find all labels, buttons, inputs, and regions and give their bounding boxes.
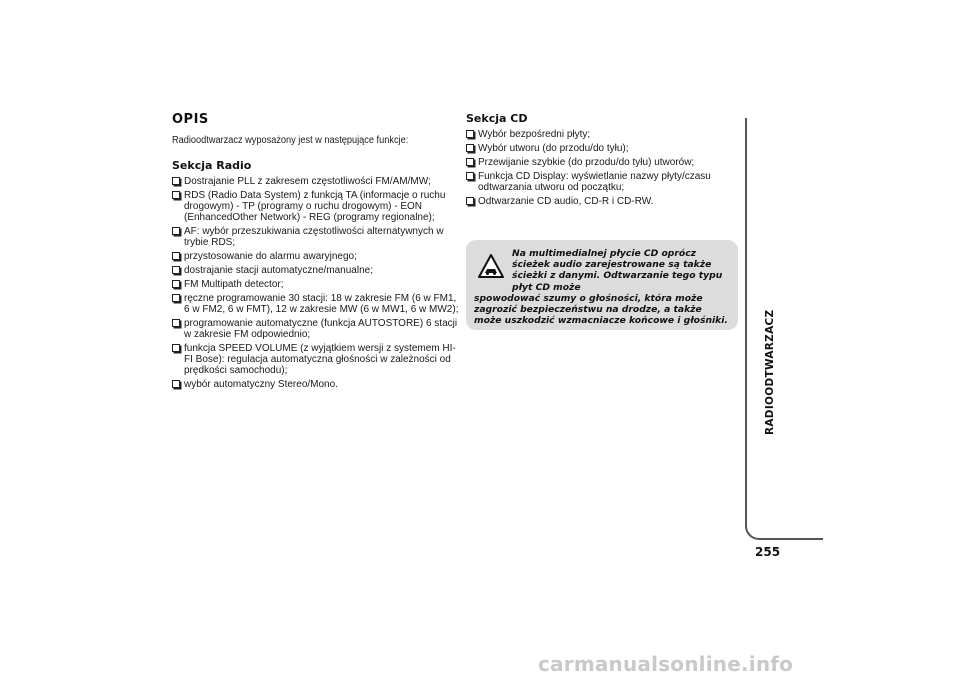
list-item-text: Funkcja CD Display: wyświetlanie nazwy płyty/czasu odtwarzania utworu od początku; — [478, 171, 711, 193]
left-column — [172, 112, 462, 393]
list-item — [172, 318, 462, 340]
list-item — [466, 129, 742, 140]
checkbox-bullet-icon — [172, 252, 180, 260]
list-item-text: programowanie automatyczne (funkcja AUTOSTORE) 6 stacji w zakresie FM odpowiednio; — [184, 318, 458, 340]
list-item — [466, 171, 742, 193]
intro-text: Radioodtwarzacz wyposażony jest w następujące funkcje: — [172, 135, 409, 146]
warning-box — [466, 240, 738, 330]
list-item-text: przystosowanie do alarmu awaryjnego; — [184, 251, 357, 262]
cd-section-title: Sekcja CD — [466, 112, 528, 125]
checkbox-bullet-icon — [172, 227, 180, 235]
warning-text-rest: spowodować szumy o głośności, która może zagrozić bezpieczeństwu na drodze, a także może uszkodzić wzmacniacze końcowe i głośniki. — [474, 292, 728, 327]
checkbox-bullet-icon — [172, 280, 180, 288]
list-item-text: ręczne programowanie 30 stacji: 18 w zakresie FM (6 w FM1, 6 w FM2, 6 w FMT), 12 w zakresie MW (6 w MW1, 6 w MW2); — [184, 293, 459, 315]
checkbox-bullet-icon — [172, 319, 180, 327]
checkbox-bullet-icon — [172, 380, 180, 388]
watermark: carmanualsonline.info — [538, 652, 794, 676]
checkbox-bullet-icon — [172, 344, 180, 352]
radio-section-title: Sekcja Radio — [172, 159, 252, 172]
list-item-text: Przewijanie szybkie (do przodu/do tyłu) utworów; — [478, 157, 695, 168]
list-item-text: Wybór bezpośredni płyty; — [478, 129, 591, 140]
list-item — [172, 293, 462, 315]
list-item-text: wybór automatyczny Stereo/Mono. — [184, 379, 338, 390]
checkbox-bullet-icon — [172, 266, 180, 274]
list-item — [466, 196, 742, 207]
list-item-text: Dostrajanie PLL z zakresem częstotliwości FM/AM/MW; — [184, 176, 431, 187]
checkbox-bullet-icon — [466, 130, 474, 138]
chapter-label: RADIOODTWARZACZ — [764, 309, 776, 435]
list-item — [466, 143, 742, 154]
checkbox-bullet-icon — [466, 197, 474, 205]
checkbox-bullet-icon — [172, 191, 180, 199]
list-item-text: FM Multipath detector; — [184, 279, 284, 290]
list-item — [172, 379, 462, 390]
list-item-text: funkcja SPEED VOLUME (z wyjątkiem wersji z systemem HI-FI Bose): regulacja automatyczna głośności w zależności od prędkości samochodu); — [184, 343, 456, 376]
list-item — [172, 279, 462, 290]
warning-text — [474, 248, 730, 326]
list-item — [172, 190, 462, 223]
checkbox-bullet-icon — [466, 144, 474, 152]
checkbox-bullet-icon — [466, 158, 474, 166]
list-item — [172, 251, 462, 262]
right-column — [466, 112, 742, 210]
cd-feature-list — [466, 129, 742, 207]
chapter-tab-rule — [745, 118, 823, 540]
section-title: OPIS — [172, 112, 209, 127]
list-item-text: AF: wybór przeszukiwania częstotliwości alternatywnych w trybie RDS; — [184, 226, 444, 248]
checkbox-bullet-icon — [172, 177, 180, 185]
page-number: 255 — [755, 545, 781, 559]
list-item-text: RDS (Radio Data System) z funkcją TA (informacje o ruchu drogowym) - TP (programy o ruchu drogowym) - EON (EnhancedOther Network) - REG (programy regionalne); — [184, 190, 446, 223]
list-item-text: dostrajanie stacji automatyczne/manualne; — [184, 265, 373, 276]
list-item-text: Odtwarzanie CD audio, CD-R i CD-RW. — [478, 196, 654, 207]
radio-feature-list — [172, 176, 462, 390]
checkbox-bullet-icon — [172, 294, 180, 302]
list-item — [172, 226, 462, 248]
list-item — [172, 176, 462, 187]
checkbox-bullet-icon — [466, 172, 474, 180]
list-item-text: Wybór utworu (do przodu/do tyłu); — [478, 143, 629, 154]
list-item — [172, 265, 462, 276]
list-item — [466, 157, 742, 168]
warning-text-first: Na multimedialnej płycie CD oprócz ścieżek audio zarejestrowane są także ścieżki z danymi. Odtwarzanie tego typu płyt CD może — [512, 248, 723, 293]
list-item — [172, 343, 462, 376]
